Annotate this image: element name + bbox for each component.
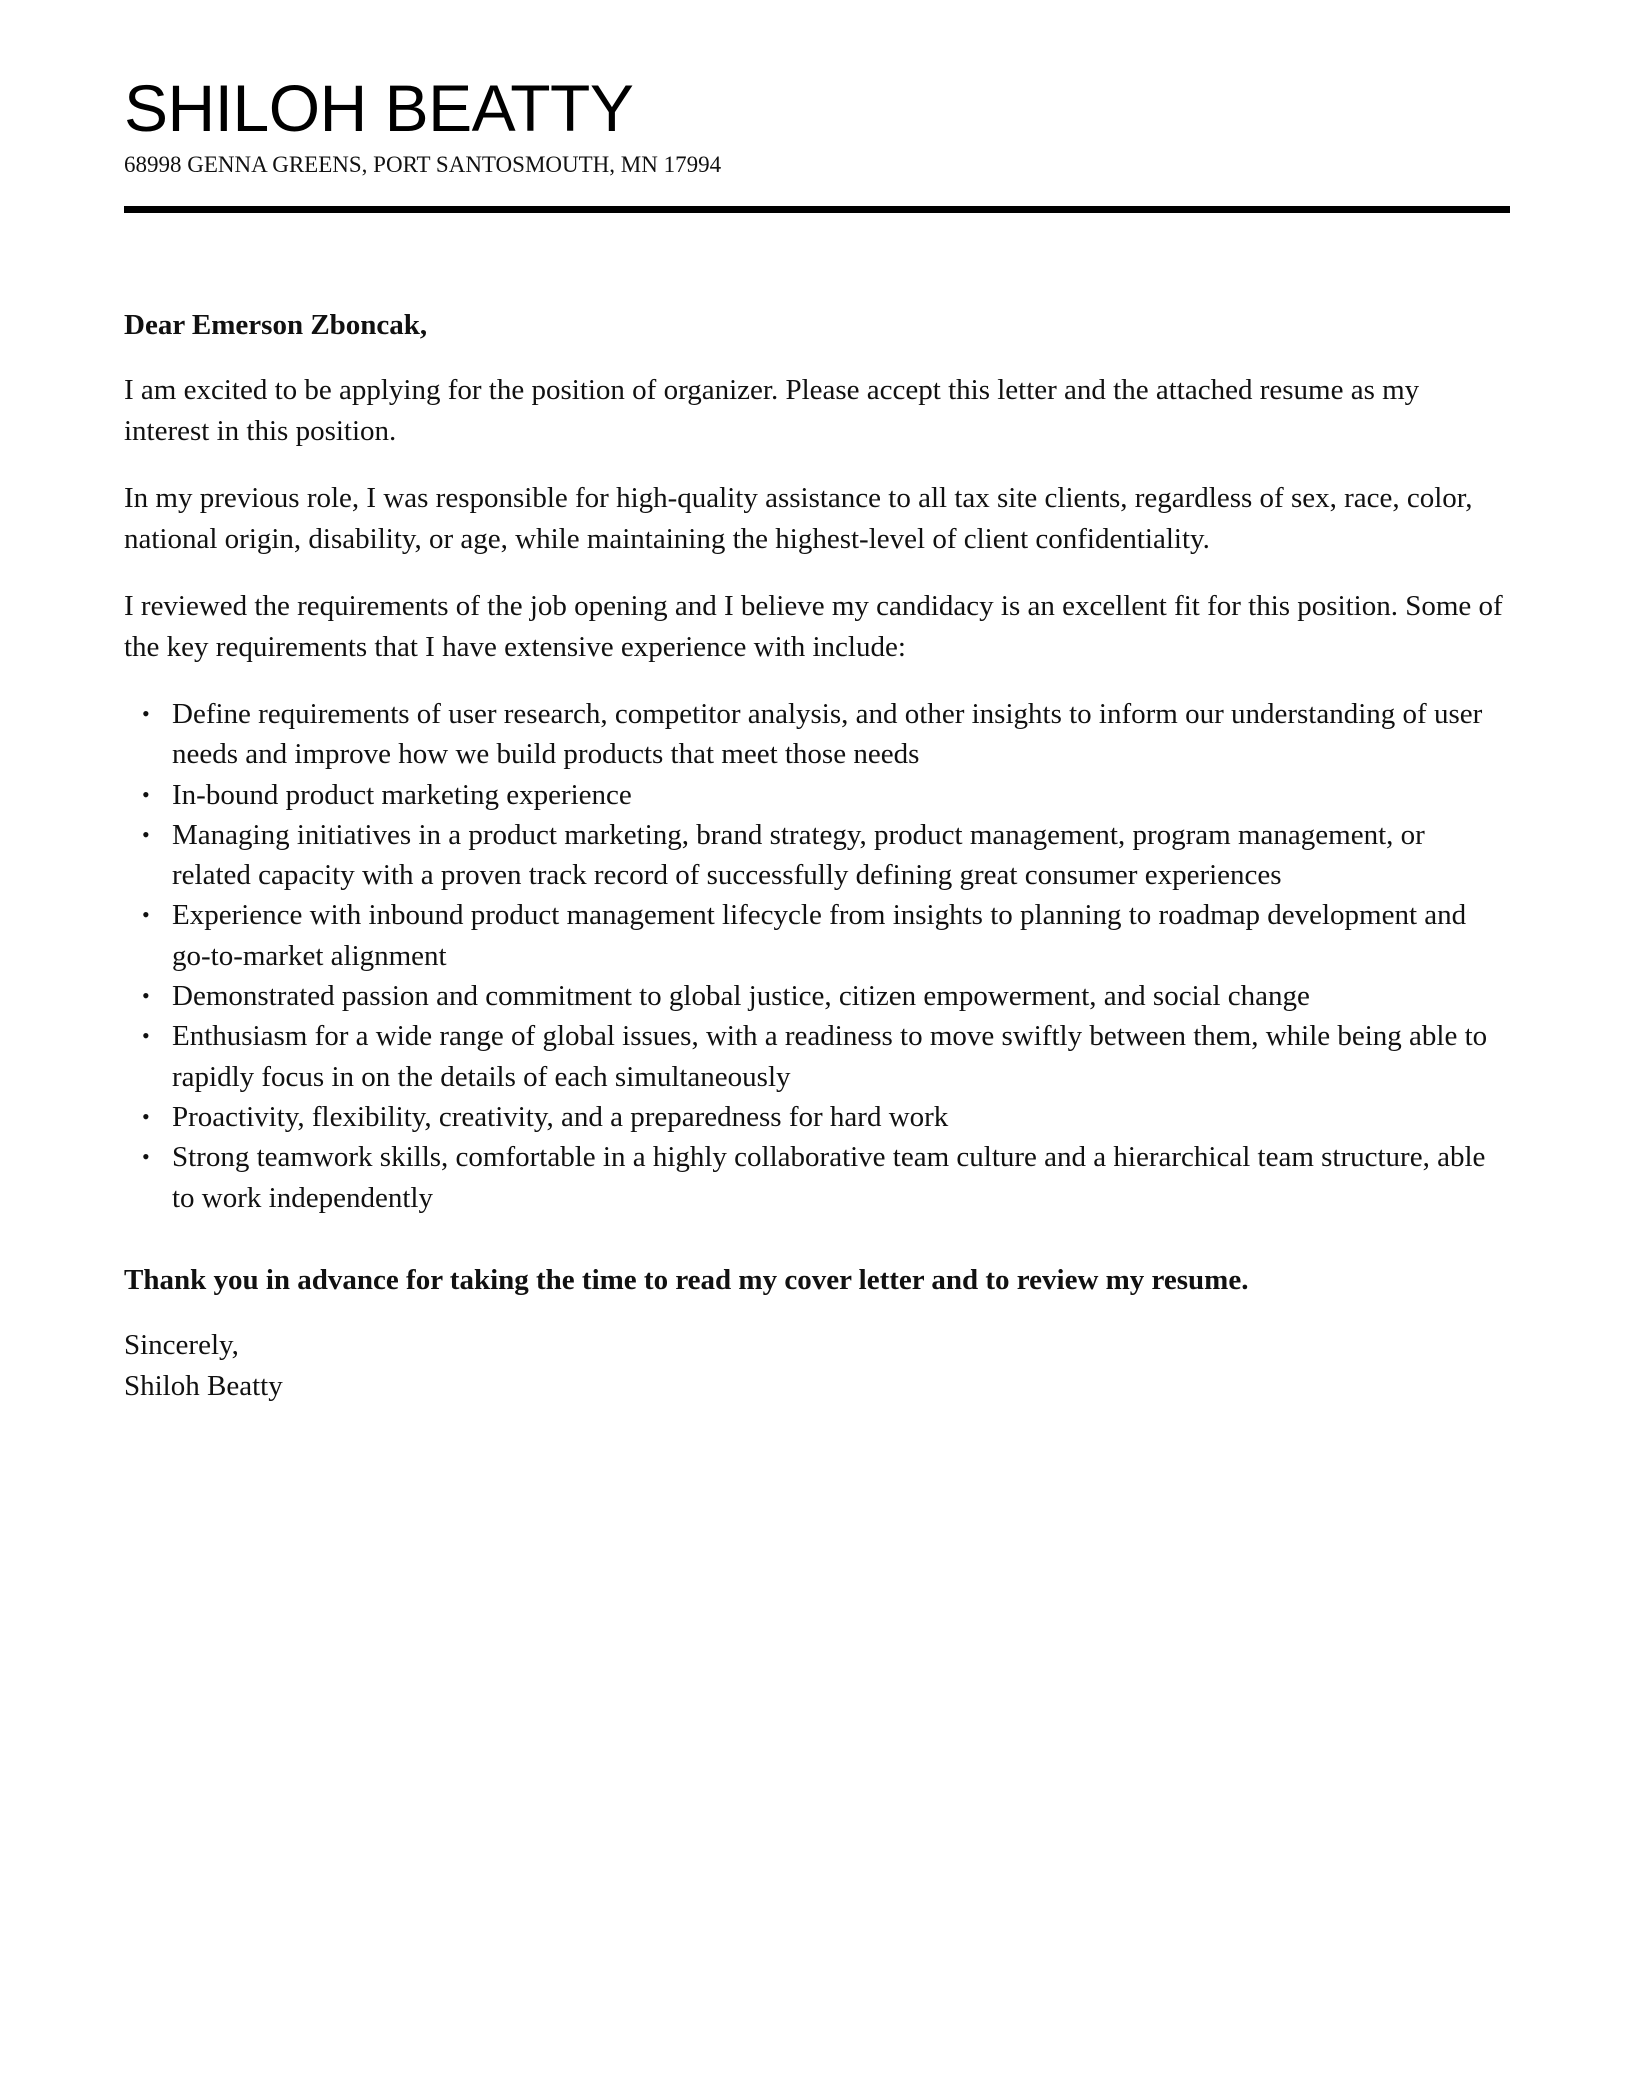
bullet-icon: • bbox=[142, 781, 150, 807]
list-item-text: In-bound product marketing experience bbox=[172, 778, 632, 811]
bullet-icon: • bbox=[142, 1103, 150, 1129]
list-item-text: Experience with inbound product management lifecycle from insights to planning to roadmap development and go-to-market alignment bbox=[172, 899, 1467, 972]
letter-body bbox=[124, 305, 1510, 1407]
closing-statement: Thank you in advance for taking the time to read my cover letter and to review my resume. bbox=[124, 1263, 1249, 1296]
bullet-icon: • bbox=[142, 821, 150, 847]
list-item bbox=[142, 1137, 1510, 1218]
list-item bbox=[142, 1097, 1510, 1137]
bullet-icon: • bbox=[142, 1144, 150, 1170]
applicant-name: SHILOH BEATTY bbox=[124, 71, 634, 145]
paragraph-previous-role: In my previous role, I was responsible for high-quality assistance to all tax site clients, regardless of sex, race, color, national origin, disability, or age, while maintaining the highest-level of client confidentiality. bbox=[124, 482, 1473, 555]
bullet-icon: • bbox=[142, 701, 150, 726]
header-divider bbox=[124, 206, 1510, 213]
bullet-icon: • bbox=[142, 1023, 150, 1049]
list-item-text: Define requirements of user research, competitor analysis, and other insights to inform our understanding of user needs and improve how we build products that meet those needs bbox=[172, 698, 1483, 771]
list-item-text: Managing initiatives in a product marketing, brand strategy, product management, program management, or related capacity with a proven track record of successfully defining great consumer experiences bbox=[172, 818, 1425, 892]
list-item bbox=[142, 815, 1510, 896]
paragraph-intro: I am excited to be applying for the position of organizer. Please accept this letter and the attached resume as my interest in this position. bbox=[124, 374, 1420, 447]
list-item bbox=[142, 775, 1510, 815]
list-item bbox=[142, 694, 1510, 775]
list-item-text: Enthusiasm for a wide range of global issues, with a readiness to move swiftly between them, while being able to rapidly focus in on the details of each simultaneously bbox=[172, 1020, 1488, 1093]
requirements-list bbox=[124, 694, 1510, 1218]
signature-name: Shiloh Beatty bbox=[124, 1369, 283, 1402]
cover-letter-page bbox=[124, 70, 1510, 1407]
list-item bbox=[142, 895, 1510, 976]
list-item-text: Demonstrated passion and commitment to global justice, citizen empowerment, and social change bbox=[172, 980, 1310, 1013]
list-item bbox=[142, 976, 1510, 1016]
list-item-text: Proactivity, flexibility, creativity, and a preparedness for hard work bbox=[172, 1100, 949, 1133]
applicant-address: 68998 GENNA GREENS, PORT SANTOSMOUTH, MN 17994 bbox=[124, 152, 722, 177]
paragraph-requirements-intro: I reviewed the requirements of the job opening and I believe my candidacy is an excellent fit for this position. Some of the key requirements that I have extensive experience with include: bbox=[124, 590, 1503, 663]
bullet-icon: • bbox=[142, 983, 150, 1009]
list-item-text: Strong teamwork skills, comfortable in a highly collaborative team culture and a hierarchical team structure, able to work independently bbox=[172, 1141, 1486, 1214]
bullet-icon: • bbox=[142, 902, 150, 928]
salutation: Dear Emerson Zboncak, bbox=[124, 309, 428, 341]
signoff: Sincerely, bbox=[124, 1328, 239, 1361]
list-item bbox=[142, 1016, 1510, 1097]
